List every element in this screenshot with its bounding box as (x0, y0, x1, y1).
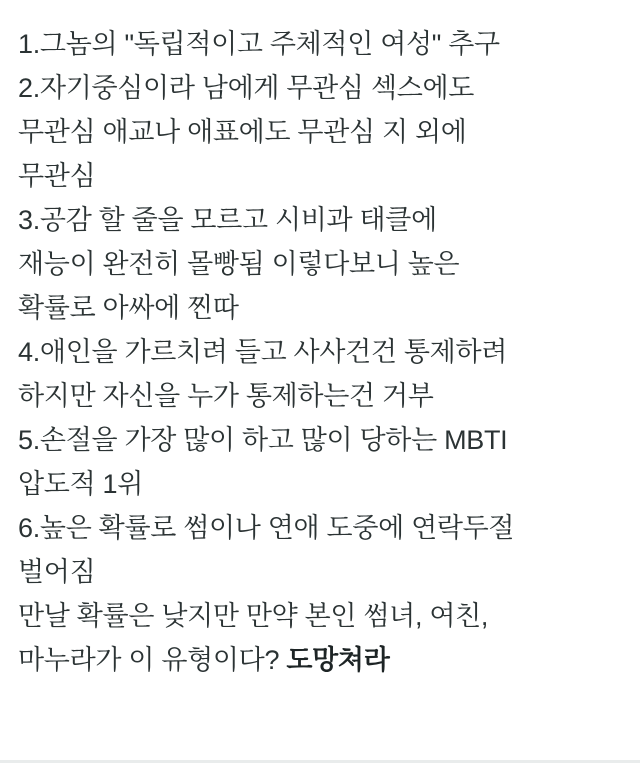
text-line-2: 2.자기중심이라 남에게 무관심 섹스에도 (18, 73, 475, 103)
text-line-3: 무관심 애교나 애표에도 무관심 지 외에 (18, 117, 467, 147)
text-block (18, 22, 622, 682)
text-line-13: 벌어짐 (18, 557, 96, 587)
text-line-14: 만날 확률은 낮지만 만약 본인 썸녀, 여친, (18, 601, 489, 631)
text-line-8: 4.애인을 가르치려 들고 사사건건 통제하려 (18, 337, 508, 367)
text-line-6: 재능이 완전히 몰빵됨 이렇다보니 높은 (18, 249, 460, 279)
text-line-1: 1.그놈의 "독립적이고 주체적인 여성" 추구 (18, 29, 500, 59)
text-line-4: 무관심 (18, 161, 96, 191)
text-line-9: 하지만 자신을 누가 통제하는건 거부 (18, 381, 434, 411)
closing-emphasis: 도망쳐라 (286, 645, 390, 675)
text-line-12: 6.높은 확률로 썸이나 연애 도중에 연락두절 (18, 513, 515, 543)
text-line-10: 5.손절을 가장 많이 하고 많이 당하는 MBTI (18, 425, 508, 455)
text-line-15 (18, 638, 622, 682)
text-line-11: 압도적 1위 (18, 469, 144, 499)
text-line-7: 확률로 아싸에 찐따 (18, 293, 239, 323)
text-line-5: 3.공감 할 줄을 모르고 시비과 태클에 (18, 205, 437, 235)
closing-text: 마누라가 이 유형이다? (18, 645, 287, 675)
